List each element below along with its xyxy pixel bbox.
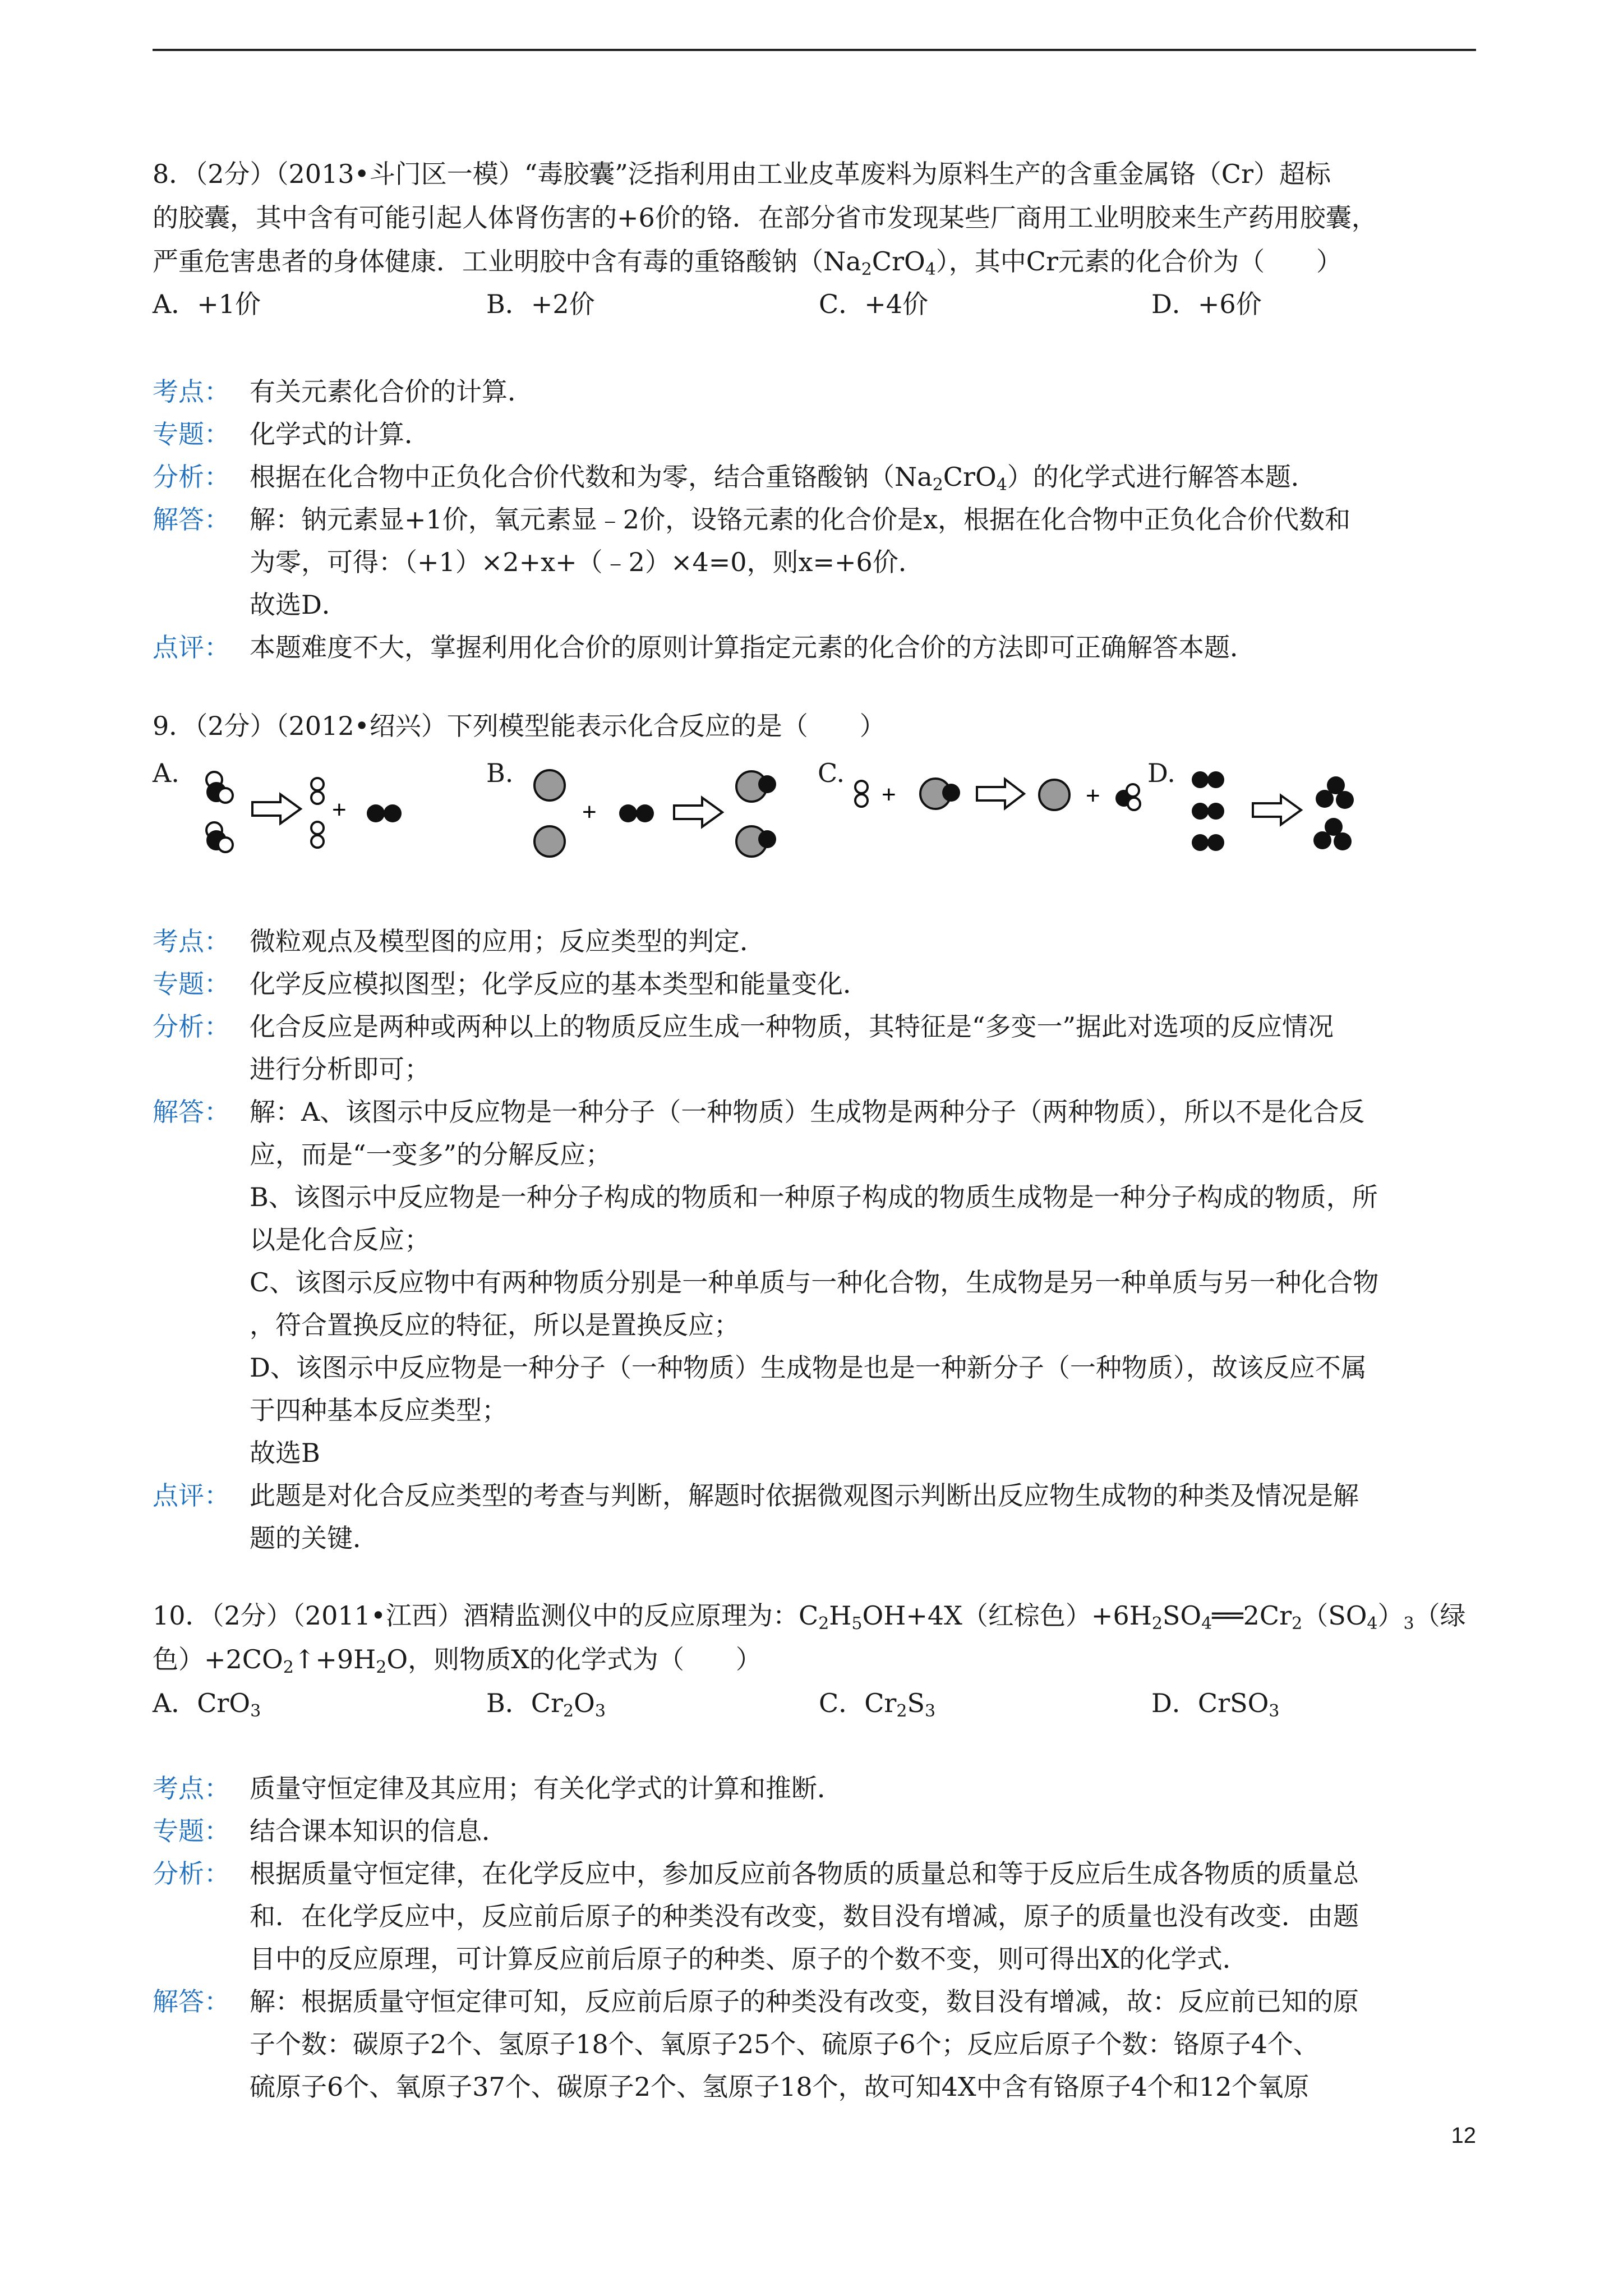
q9-fenxi-tag: 分析： (153, 1011, 230, 1042)
q9-jieda-line-4: 以是化合反应； (250, 1225, 430, 1255)
q10-zhuanti: 结合课本知识的信息． (250, 1816, 508, 1846)
q9-zhuanti-tag: 专题： (153, 969, 230, 999)
q10-option-d: D．CrSO$_3$ (1151, 1688, 1280, 1721)
q9-zhuanti: 化学反应模拟图型；化学反应的基本类型和能量变化． (250, 969, 869, 999)
q10-fenxi-line-1: 根据质量守恒定律，在化学反应中，参加反应前各物质的质量总和等于反应后生成各物质的质量总 (250, 1858, 1359, 1889)
q10-line-1: 10．（2分）（2011•江西）酒精监测仪中的反应原理为：$C_2H_5OH+4X$（红棕色）$+6H_2SO_4══2Cr_2(SO_4)_3$（绿 (153, 1600, 1466, 1634)
q9-fenxi-line-1: 化合反应是两种或两种以上的物质反应生成一种物质，其特征是“多变一”据此对选项的反应情况 (250, 1011, 1334, 1042)
q9-diagram-label-d: D. (1147, 758, 1175, 788)
q9-diagram-label-a: A. (153, 758, 179, 788)
q9-jieda-line-3: B、该图示中反应物是一种分子构成的物质和一种原子构成的物质生成物是一种分子构成的物质，所 (250, 1182, 1378, 1212)
q9-line-1: 9．（2分）（2012•绍兴）下列模型能表示化合反应的是（ ） (153, 711, 886, 741)
q10-jieda-line-3: 硫原子6个、氧原子37个、碳原子2个、氢原子18个，故可知4X中含有铬原子4个和12个氧原 (250, 2072, 1310, 2102)
q8-line-2: 的胶囊，其中含有可能引起人体肾伤害的+6价的铬．在部分省市发现某些厂商用工业明胶来生产药用胶囊， (153, 203, 1377, 233)
q9-jieda-line-1: 解：A、该图示中反应物是一种分子（一种物质）生成物是两种分子（两种物质），所以不是化合反 (250, 1097, 1365, 1127)
header-rule (153, 49, 1476, 51)
q8-option-d: D．+6价 (1151, 289, 1262, 319)
q9-kaodian-tag: 考点： (153, 926, 230, 956)
q8-kaodian: 有关元素化合价的计算． (250, 376, 533, 407)
q9-model-diagram-d (1183, 757, 1368, 864)
q8-jieda-line-2: 为零，可得：（+1）×2+x+（﹣2）×4=0，则x=+6价． (250, 547, 924, 577)
svg-text:+: + (1086, 782, 1100, 809)
q8-option-a: A．+1价 (153, 289, 261, 319)
q9-jieda-line-8: 于四种基本反应类型； (250, 1395, 508, 1425)
q10-zhuanti-tag: 专题： (153, 1816, 230, 1846)
q8-jieda-line-1: 解：钠元素显+1价，氧元素显﹣2价，设铬元素的化合价是x，根据在化合物中正负化合价代数和 (250, 504, 1351, 535)
q10-option-c: C．$Cr_2S_3$ (819, 1688, 936, 1721)
q10-jieda-tag: 解答： (153, 1986, 230, 2017)
q10-option-a: A．CrO$_3$ (153, 1688, 261, 1721)
q8-fenxi: 根据在化合物中正负化合价代数和为零，结合重铬酸钠$(Na_2CrO_4)$的化学式进行解答本题． (250, 462, 1317, 495)
q10-fenxi-line-2: 和．在化学反应中，反应前后原子的种类没有改变，数目没有增减，原子的质量也没有改变．由题 (250, 1901, 1359, 1931)
q8-fenxi-tag: 分析： (153, 462, 230, 492)
q8-option-b: B．+2价 (486, 289, 595, 319)
q10-line-2: 色）$+2CO_2↑+9H_2O$，则物质X的化学式为（ ） (153, 1644, 762, 1677)
svg-text:+: + (332, 796, 347, 823)
q9-model-diagram-c (852, 766, 1150, 822)
q10-jieda-line-1: 解：根据质量守恒定律可知，反应前后原子的种类没有改变，数目没有增减，故：反应前已知的原 (250, 1986, 1359, 2017)
q9-diagram-label-b: B. (486, 758, 514, 788)
q9-jieda-line-9: 故选B (250, 1438, 320, 1468)
q8-dianping: 本题难度不大，掌握利用化合价的原则计算指定元素的化合价的方法即可正确解答本题． (250, 632, 1256, 662)
q9-fenxi-line-2: 进行分析即可； (250, 1054, 430, 1084)
svg-text:+: + (882, 781, 896, 808)
q9-jieda-line-2: 应，而是“一变多”的分解反应； (250, 1139, 612, 1170)
q10-fenxi-line-3: 目中的反应原理，可计算反应前后原子的种类、原子的个数不变，则可得出X的化学式． (250, 1944, 1248, 1974)
q9-kaodian: 微粒观点及模型图的应用；反应类型的判定． (250, 926, 766, 956)
q9-dianping-line-1: 此题是对化合反应类型的考查与判断，解题时依据微观图示判断出反应物生成物的种类及情况是解 (250, 1480, 1359, 1511)
q8-dianping-tag: 点评： (153, 632, 230, 662)
q8-line-3: 严重危害患者的身体健康．工业明胶中含有毒的重铬酸钠$(Na_2CrO_4)$，其中Cr元素的化合价为（ ） (153, 246, 1342, 279)
q8-line-1: 8．（2分）（2013•斗门区一模）“毒胶囊”泛指利用由工业皮革废料为原料生产的含重金属铬（Cr）超标 (153, 159, 1331, 189)
page-number: 12 (1451, 2123, 1476, 2148)
q10-jieda-line-2: 子个数：碳原子2个、氢原子18个、氧原子25个、硫原子6个；反应后原子个数：铬原子4个、 (250, 2029, 1319, 2059)
svg-text:+: + (582, 798, 597, 826)
q10-kaodian: 质量守恒定律及其应用；有关化学式的计算和推断． (250, 1773, 843, 1803)
q9-jieda-tag: 解答： (153, 1097, 230, 1127)
q8-zhuanti: 化学式的计算． (250, 419, 430, 449)
q8-zhuanti-tag: 专题： (153, 419, 230, 449)
q8-kaodian-tag: 考点： (153, 376, 230, 407)
q9-jieda-line-7: D、该图示中反应物是一种分子（一种物质）生成物是也是一种新分子（一种物质），故该反应不属 (250, 1352, 1367, 1383)
q10-fenxi-tag: 分析： (153, 1858, 230, 1889)
q9-jieda-line-5: C、该图示反应物中有两种物质分别是一种单质与一种化合物，生成物是另一种单质与另一种化合物 (250, 1267, 1379, 1297)
q9-dianping-tag: 点评： (153, 1480, 230, 1511)
q9-model-diagram-b (527, 757, 785, 869)
q9-model-diagram-a (191, 757, 426, 864)
q10-option-b: B．$Cr_2O_3$ (486, 1688, 606, 1721)
q10-kaodian-tag: 考点： (153, 1773, 230, 1803)
q9-diagram-label-c: C. (818, 758, 845, 788)
q8-jieda-line-3: 故选D． (250, 590, 348, 620)
q9-dianping-line-2: 题的关键． (250, 1523, 379, 1553)
q8-option-c: C．+4价 (819, 289, 929, 319)
q8-jieda-tag: 解答： (153, 504, 230, 535)
q9-jieda-line-6: ，符合置换反应的特征，所以是置换反应； (250, 1310, 740, 1340)
